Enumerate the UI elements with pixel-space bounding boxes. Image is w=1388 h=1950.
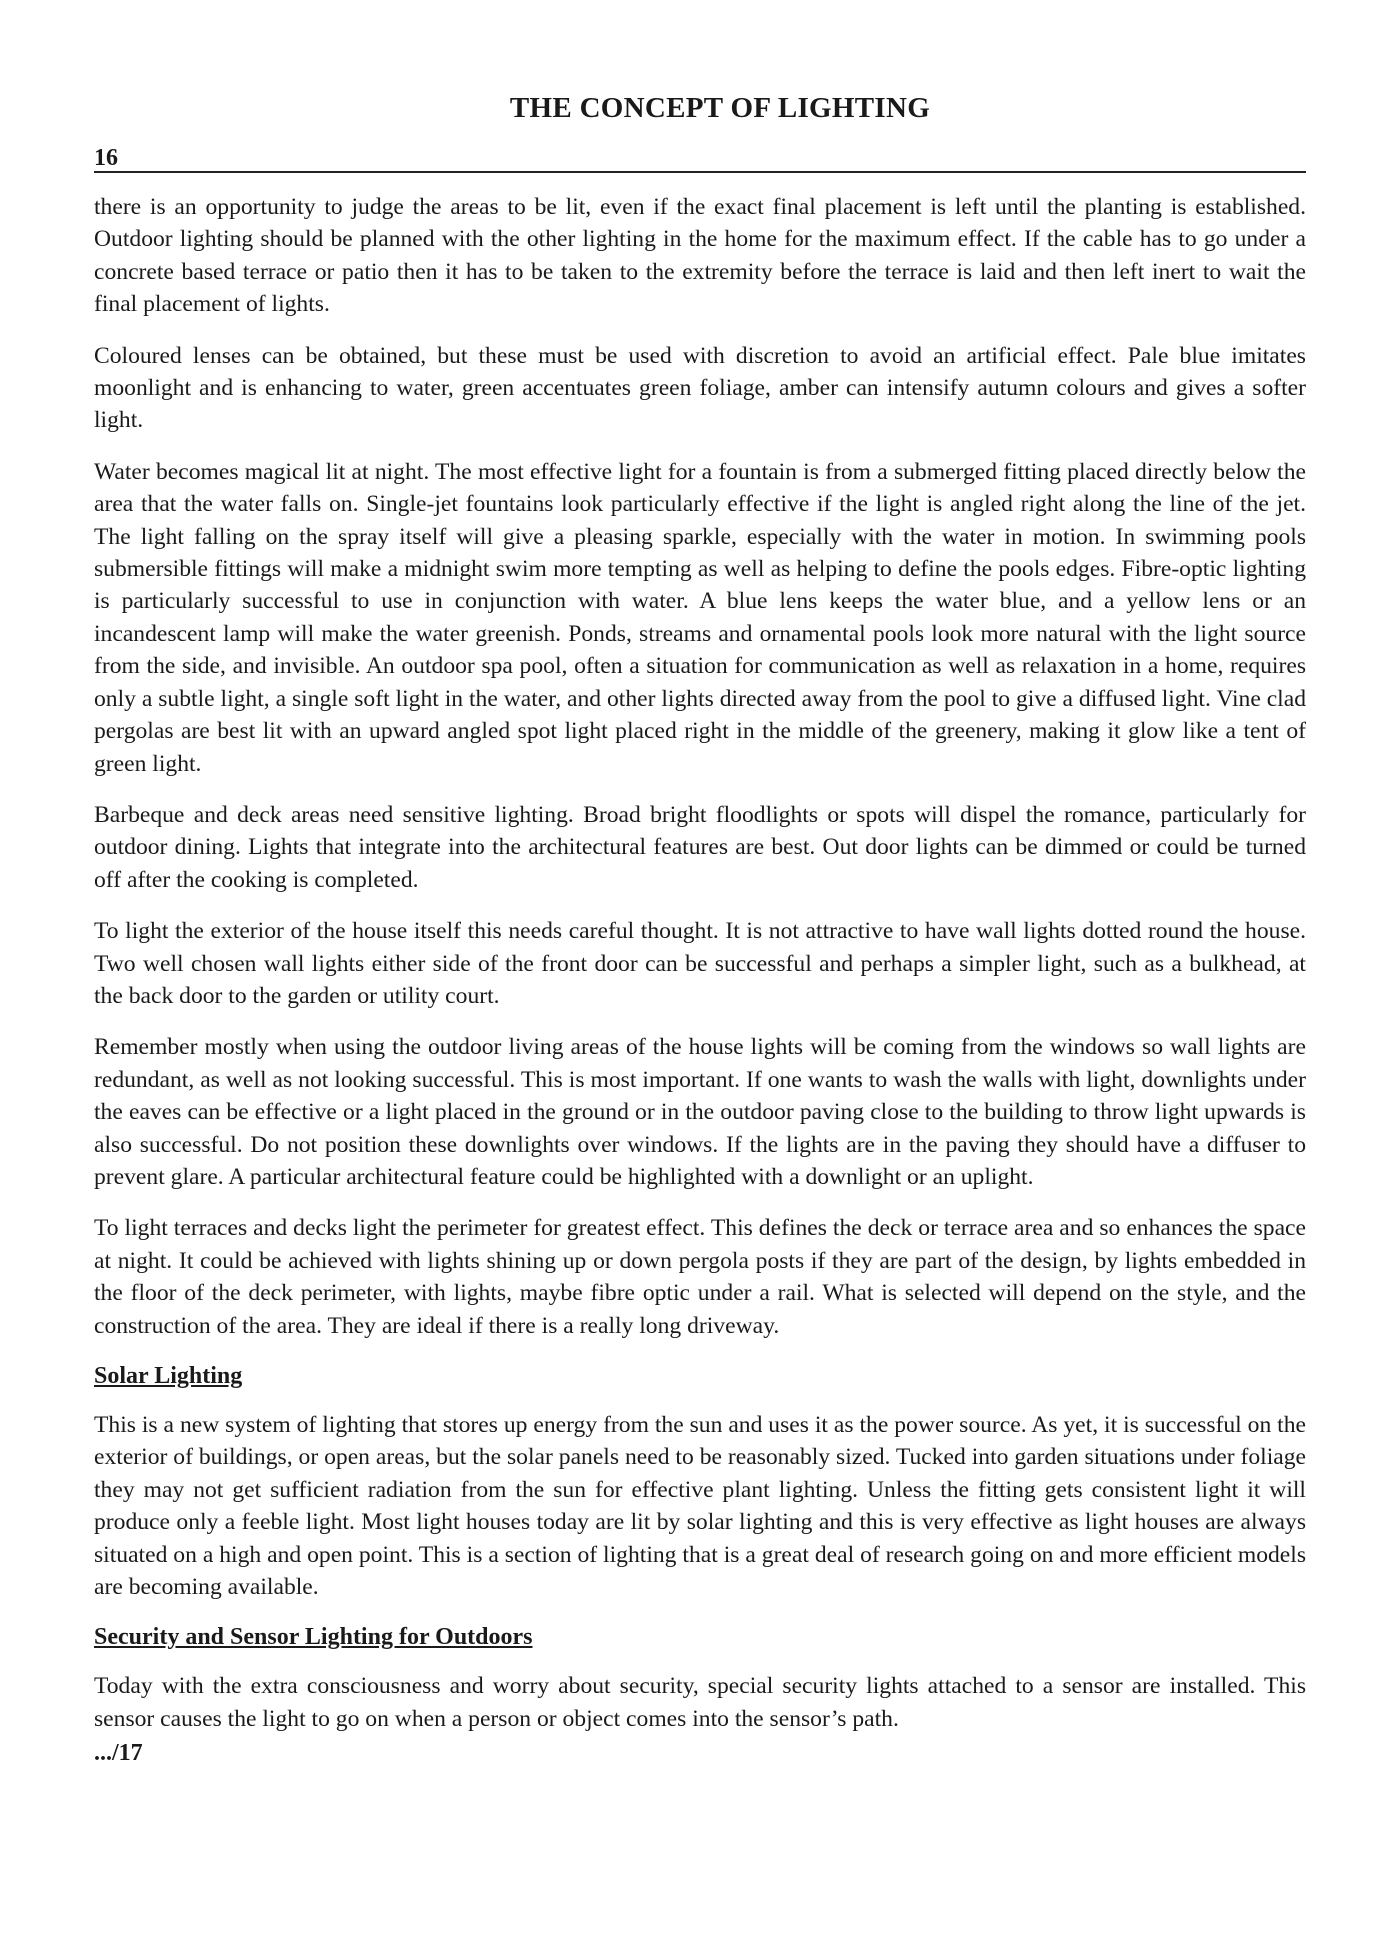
paragraph-coloured-lenses: Coloured lenses can be obtained, but these must be used with discretion to avoid an artificial effect. Pale blue imitates moonlight and is enhancing to water, green accentuates green foliage, amber can intensify autumn colours and gives a softer light. <box>94 342 1306 434</box>
paragraph-terraces-decks: To light terraces and decks light the perimeter for greatest effect. This defines the deck or terrace area and so enhances the space at night. It could be achieved with lights shining up or down pergola posts if they are part of the design, by lights embedded in the floor of the deck perimeter, with lights, maybe fibre optic under a rail. What is selected will depend on the style, and the construction of the area. They are ideal if there is a really long driveway. <box>94 1215 1306 1339</box>
paragraph-outdoor-living: Remember mostly when using the outdoor living areas of the house lights will be coming from the windows so wall lights are redundant, as well as not looking successful. This is most important. If one wants to wash the walls with light, downlights under the eaves can be effective or a light placed in the ground or in the outdoor paving close to the building to throw light upwards is also successful. Do not position these downlights over windows. If the lights are in the paving they should have a diffuser to prevent glare. A particular architectural feature could be highlighted with a downlight or an uplight. <box>94 1034 1306 1190</box>
paragraph-house-exterior: To light the exterior of the house itself this needs careful thought. It is not attractive to have wall lights dotted round the house. Two well chosen wall lights either side of the front door can be successful and perhaps a simpler light, such as a bulkhead, at the back door to the garden or utility court. <box>94 918 1306 1009</box>
document-page <box>94 92 1306 1767</box>
paragraph-security-lighting: Today with the extra consciousness and worry about security, special security lights attached to a sensor are installed. This sensor causes the light to go on when a person or object comes into the sensor’s path. <box>94 1673 1306 1732</box>
page-number: 16 <box>94 145 118 171</box>
continuation-marker: .../17 <box>94 1740 143 1767</box>
section-heading-solar: Solar Lighting <box>94 1363 243 1389</box>
paragraph-water-lighting: Water becomes magical lit at night. The most effective light for a fountain is from a submerged fitting placed directly below the area that the water falls on. Single-jet fountains look particularly effective if the light is angled right along the line of the jet. The light falling on the spray itself will give a pleasing sparkle, especially with the water in motion. In swimming pools submersible fittings will make a midnight swim more tempting as well as helping to define the pools edges. Fibre-optic lighting is particularly successful to use in conjunction with water. A blue lens keeps the water blue, and a yellow lens or an incandescent lamp will make the water greenish. Ponds, streams and ornamental pools look more natural with the light source from the side, and invisible. An outdoor spa pool, often a situation for communication as well as relaxation in a home, requires only a subtle light, a single soft light in the water, and other lights directed away from the pool to give a diffused light. Vine clad pergolas are best lit with an upward angled spot light placed right in the middle of the greenery, making it glow like a tent of green light. <box>94 458 1306 777</box>
paragraph-barbeque-deck: Barbeque and deck areas need sensitive lighting. Broad bright floodlights or spots will dispel the romance, particularly for outdoor dining. Lights that integrate into the architectural features are best. Out door lights can be dimmed or could be turned off after the cooking is completed. <box>94 801 1306 893</box>
section-heading-security: Security and Sensor Lighting for Outdoors <box>94 1624 533 1651</box>
running-title: THE CONCEPT OF LIGHTING <box>509 92 931 124</box>
paragraph-cable-planning: there is an opportunity to judge the areas to be lit, even if the exact final placement is left until the planting is established. Outdoor lighting should be planned with the other lighting in the home for the maximum effect. If the cable has to go under a concrete based terrace or patio then it has to be taken to the extremity before the terrace is laid and then left inert to wait the final placement of lights. <box>94 194 1306 318</box>
paragraph-solar-lighting: This is a new system of lighting that stores up energy from the sun and uses it as the power source. As yet, it is successful on the exterior of buildings, or open areas, but the solar panels need to be reasonably sized. Tucked into garden situations under foliage they may not get sufficient radiation from the sun for effective plant lighting. Unless the fitting gets consistent light it will produce only a feeble light. Most light houses today are lit by solar lighting and this is very effective as light houses are always situated on a high and open point. This is a section of lighting that is a great deal of research going on and more efficient models are becoming available. <box>94 1412 1306 1601</box>
header-rule <box>94 135 1306 173</box>
